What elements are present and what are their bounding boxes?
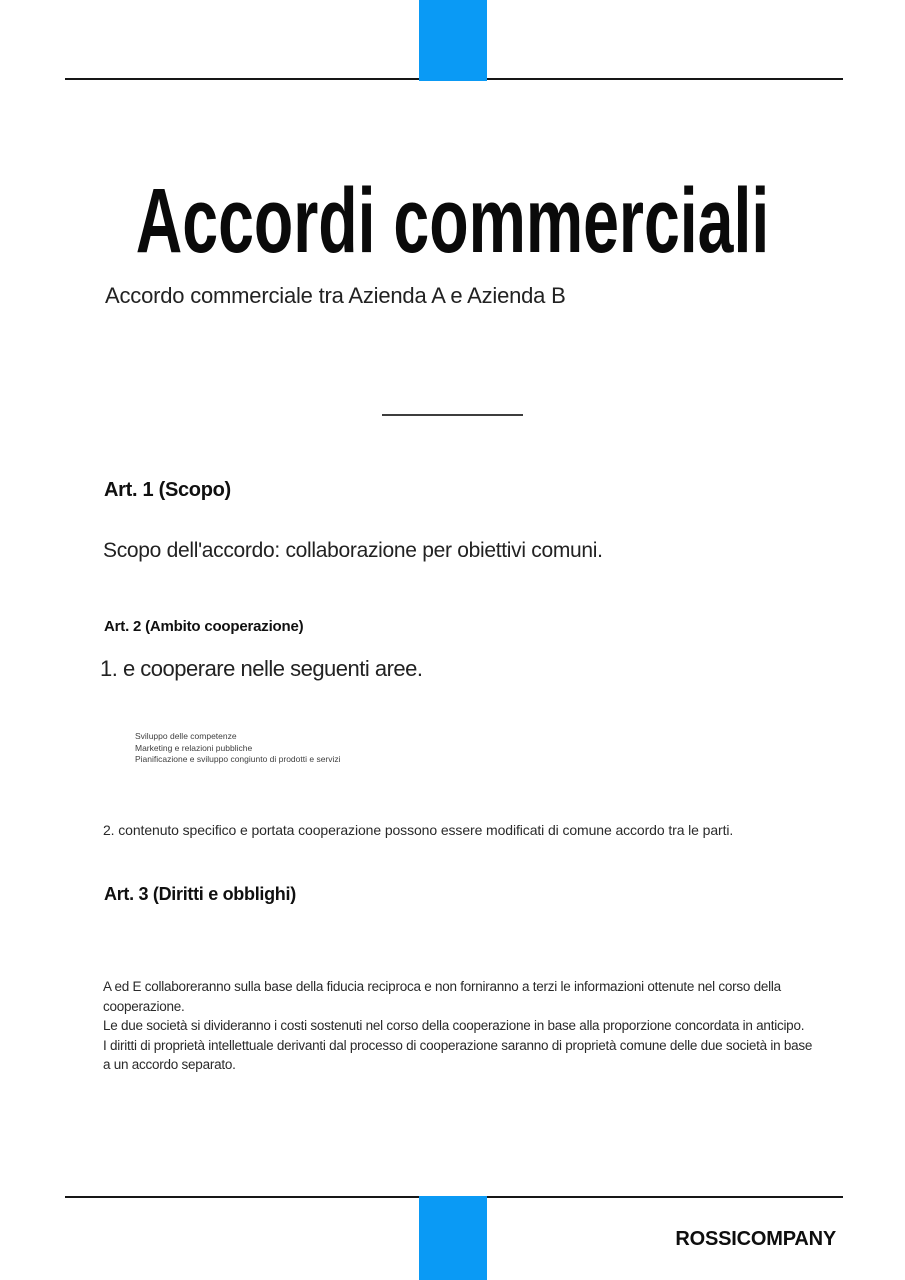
article-3-clauses [103,977,819,1075]
footer-accent-bar [419,1196,487,1280]
article-1-heading: Art. 1 (Scopo) [104,479,231,501]
clause-paragraph: A ed E collaboreranno sulla base della fiducia reciproca e non forniranno a terzi le informazioni ottenute nel corso della cooperazione. [103,979,781,1014]
article-2-heading: Art. 2 (Ambito cooperazione) [104,618,304,635]
article-3-heading: Art. 3 (Diritti e obblighi) [104,884,296,904]
cooperation-area-item: Sviluppo delle competenze [135,731,237,741]
article-2-clause-1: 1. e cooperare nelle seguenti aree. [100,656,423,681]
clause-paragraph: I diritti di proprietà intellettuale derivanti dal processo di cooperazione saranno di proprietà comune delle due società in base a un accordo separato. [103,1037,813,1072]
document-subtitle: Accordo commerciale tra Azienda A e Azienda B [105,283,566,308]
header-accent-bar [419,0,487,81]
document-title: Accordi commerciali [135,169,770,272]
section-divider [382,414,523,416]
article-1-body: Scopo dell'accordo: collaborazione per obiettivi comuni. [103,539,603,562]
article-2-clause-2: 2. contenuto specifico e portata cooperazione possono essere modificati di comune accordo tra le parti. [103,822,734,838]
clause-paragraph: Le due società si divideranno i costi sostenuti nel corso della cooperazione in base alla proporzione concordata in anticipo. [103,1018,805,1033]
cooperation-area-item: Marketing e relazioni pubbliche [135,742,253,753]
company-name: ROSSICOMPANY [675,1228,836,1250]
cooperation-areas-list [135,731,341,766]
cooperation-area-item: Pianificazione e sviluppo congiunto di prodotti e servizi [135,754,341,764]
